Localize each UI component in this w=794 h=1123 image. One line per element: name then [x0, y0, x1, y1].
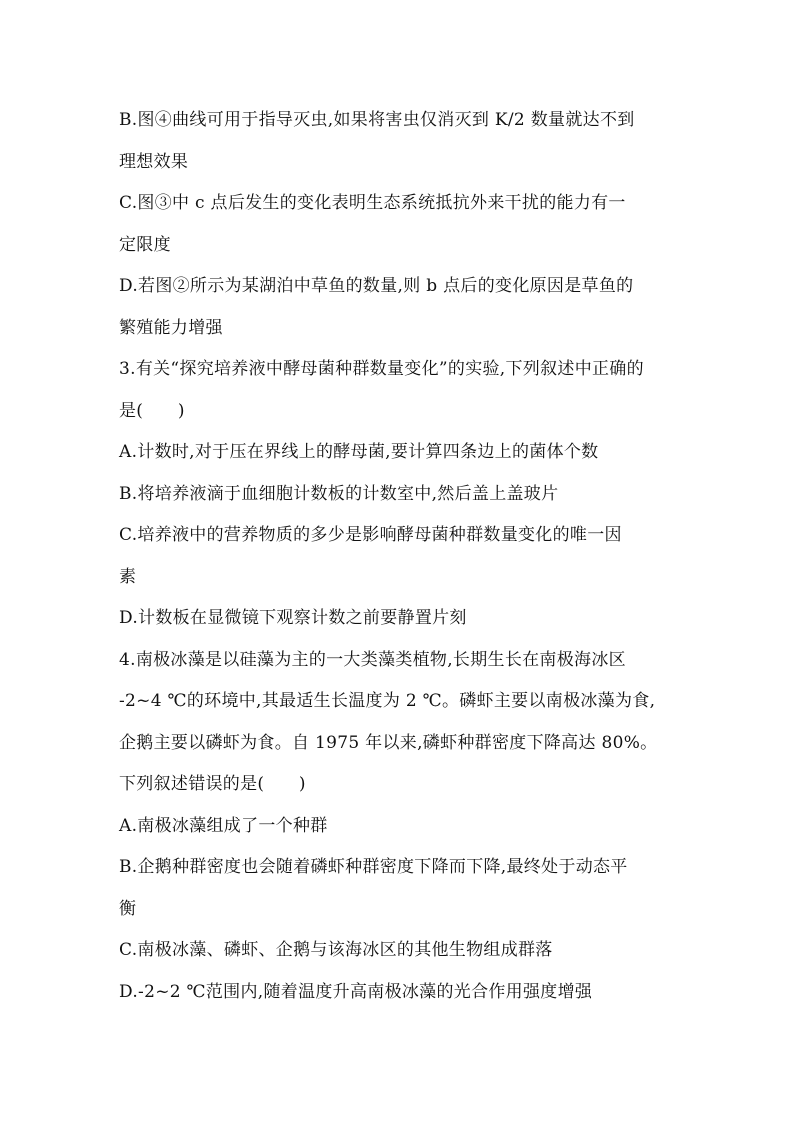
option-2c-line-2: 定限度 — [119, 234, 171, 255]
option-3a: A.计数时,对于压在界线上的酵母菌,要计算四条边上的菌体个数 — [119, 442, 599, 462]
option-2d-line-1: D.若图②所示为某湖泊中草鱼的数量,则 b 点后的变化原因是草鱼的 — [119, 276, 634, 296]
option-3c-line-1: C.培养液中的营养物质的多少是影响酵母菌种群数量变化的唯一因 — [119, 525, 622, 545]
option-4d: D.-2~2 ℃范围内,随着温度升高南极冰藻的光合作用强度增强 — [119, 981, 593, 1002]
question-4-stem-line-2: -2~4 ℃的环境中,其最适生长温度为 2 ℃。磷虾主要以南极冰藻为食, — [119, 691, 656, 711]
question-3-stem-line-1: 3.有关“探究培养液中酵母菌种群数量变化”的实验,下列叙述中正确的 — [119, 359, 644, 379]
option-2b-line-2: 理想效果 — [119, 151, 189, 172]
option-4c: C.南极冰藻、磷虾、企鹅与该海冰区的其他生物组成群落 — [119, 940, 553, 960]
option-2b-line-1: B.图④曲线可用于指导灭虫,如果将害虫仅消灭到 K/2 数量就达不到 — [119, 110, 635, 130]
question-4-stem-line-3: 企鹅主要以磷虾为食。自 1975 年以来,磷虾种群密度下降高达 80%。 — [119, 732, 658, 753]
option-4a: A.南极冰藻组成了一个种群 — [119, 815, 328, 836]
option-3b: B.将培养液滴于血细胞计数板的计数室中,然后盖上盖玻片 — [119, 483, 559, 504]
option-3c-line-2: 素 — [119, 566, 137, 587]
option-4b-line-2: 衡 — [119, 898, 137, 919]
question-4-stem-line-1: 4.南极冰藻是以硅藻为主的一大类藻类植物,长期生长在南极海冰区 — [119, 649, 626, 670]
question-3-stem-line-2: 是( ) — [119, 400, 185, 421]
question-text — [119, 100, 689, 1013]
option-2c-line-1: C.图③中 c 点后发生的变化表明生态系统抵抗外来干扰的能力有一 — [119, 193, 626, 213]
option-2d-line-2: 繁殖能力增强 — [119, 317, 223, 338]
option-3d: D.计数板在显微镜下观察计数之前要静置片刻 — [119, 608, 467, 628]
option-4b-line-1: B.企鹅种群密度也会随着磷虾种群密度下降而下降,最终处于动态平 — [119, 857, 628, 877]
question-4-stem-line-4: 下列叙述错误的是( ) — [119, 774, 306, 794]
